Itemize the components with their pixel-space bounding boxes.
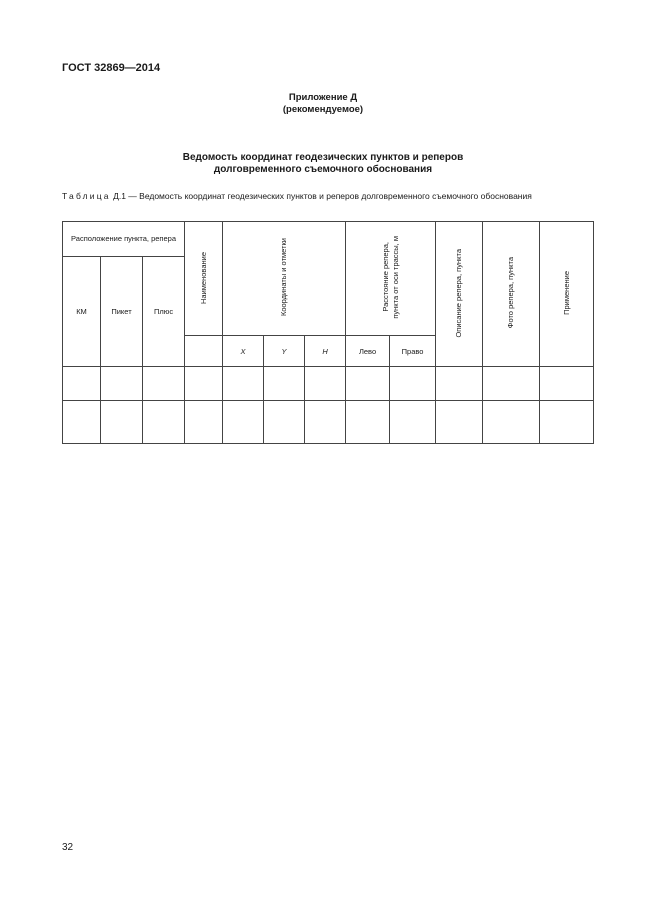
table-cell xyxy=(223,401,264,444)
table-cell xyxy=(436,367,483,401)
table-cell xyxy=(436,401,483,444)
right-header: Право xyxy=(390,336,436,367)
distance-group-header xyxy=(346,222,436,336)
distance-header-line2: пункта от оси трассы, м xyxy=(390,236,400,319)
table-cell xyxy=(305,367,346,401)
document-number: ГОСТ 32869—2014 xyxy=(62,62,161,74)
distance-header-line1: Расстояние репера, xyxy=(380,242,390,313)
x-header: X xyxy=(223,336,264,367)
table-caption-label: Таблица xyxy=(62,191,111,201)
table-caption-text: Д.1 — Ведомость координат геодезических пунктов и реперов долговременного съемочного обоснования xyxy=(110,191,532,201)
table-cell xyxy=(346,401,390,444)
table-cell xyxy=(483,401,540,444)
table-cell xyxy=(264,367,305,401)
table-cell xyxy=(264,401,305,444)
plus-header: Плюс xyxy=(143,257,185,367)
table-cell xyxy=(390,367,436,401)
table-cell xyxy=(143,401,185,444)
table-cell xyxy=(185,367,223,401)
table-cell xyxy=(101,367,143,401)
name-subcell xyxy=(185,336,223,367)
appendix-subtitle: (рекомендуемое) xyxy=(282,104,364,115)
application-header: Применение xyxy=(540,222,594,367)
table-cell xyxy=(305,401,346,444)
photo-header: Фото репера, пункта xyxy=(483,222,540,367)
appendix-title: Приложение Д xyxy=(288,92,358,103)
table-cell xyxy=(101,401,143,444)
y-header: Y xyxy=(264,336,305,367)
table-caption xyxy=(62,190,597,202)
location-group-header: Расположение пункта, репера xyxy=(63,222,185,257)
picket-header: Пикет xyxy=(101,257,143,367)
table-cell xyxy=(63,401,101,444)
coordinates-table xyxy=(62,221,594,444)
name-header: Наименование xyxy=(185,222,223,336)
page-number: 32 xyxy=(62,842,74,853)
table-cell xyxy=(540,367,594,401)
table-cell xyxy=(185,401,223,444)
table-cell xyxy=(483,367,540,401)
coordinates-group-header: Координаты и отметки xyxy=(223,222,346,336)
table-cell xyxy=(540,401,594,444)
km-header: КМ xyxy=(63,257,101,367)
table-row xyxy=(63,367,594,401)
table-cell xyxy=(63,367,101,401)
left-header: Лево xyxy=(346,336,390,367)
document-title-line2: долговременного съемочного обоснования xyxy=(213,164,433,175)
table-cell xyxy=(346,367,390,401)
table-cell xyxy=(223,367,264,401)
description-header: Описание репера, пункта xyxy=(436,222,483,367)
table-cell xyxy=(143,367,185,401)
table-cell xyxy=(390,401,436,444)
h-header: H xyxy=(305,336,346,367)
table-row xyxy=(63,401,594,444)
document-title-line1: Ведомость координат геодезических пунктов и реперов xyxy=(182,152,464,163)
